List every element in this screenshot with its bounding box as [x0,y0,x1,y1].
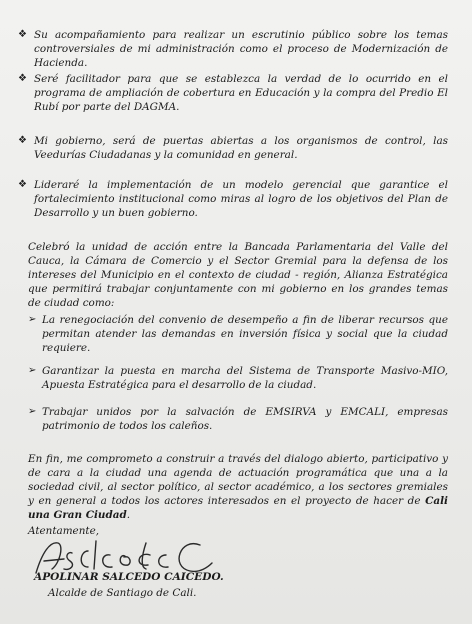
closing-salutation: Atentamente, [28,525,100,537]
signer-role: Alcalde de Santiago de Cali. [48,587,197,599]
signer-name: APOLINAR SALCEDO CAICEDO. [34,571,224,583]
arrow-item-1 [28,313,448,355]
arrow-item-text: La renegociación del convenio de desempeño a fin de liberar recursos que permitan atender las demandas en inversión física y social que la ciudad requiere. [42,314,448,354]
diamond-bullet-icon: ❖ [18,73,27,84]
diamond-bullet-icon: ❖ [18,29,27,40]
arrow-item-3 [28,405,448,433]
bullet-text: Mi gobierno, será de puertas abiertas a los organismos de control, las Veedurías Ciudadanas y la comunidad en general. [34,135,448,161]
arrow-bullet-icon: ➢ [28,314,37,325]
arrow-item-text: Trabajar unidos por la salvación de EMSIRVA y EMCALI, empresas patrimonio de todos los caleños. [42,406,448,432]
commitment-text: En fin, me comprometo a construir a través del dialogo abierto, participativo y de cara a la ciudad una agenda de actuación programática que una a la sociedad civil, al sector político, al sector académico, a los sectores gremiales y en general a todos los actores interesados en el proyecto de hacer de [28,453,448,507]
bullet-item-3 [18,134,448,162]
bullet-text: Seré facilitador para que se establezca la verdad de lo ocurrido en el programa de ampliación de cobertura en Educación y la compra del Predio El Rubí por parte del DAGMA. [34,73,448,113]
diamond-bullet-icon: ❖ [18,179,27,190]
bullet-text: Su acompañamiento para realizar un escrutinio público sobre los temas controversiales de mi administración como el proceso de Modernización de Hacienda. [34,29,448,69]
bullet-text: Lideraré la implementación de un modelo gerencial que garantice el fortalecimiento institucional como miras al logro de los objetivos del Plan de Desarrollo y un buen gobierno. [34,179,448,219]
bullet-item-4 [18,178,448,220]
alliance-paragraph: Celebró la unidad de acción entre la Bancada Parlamentaria del Valle del Cauca, la Cámara de Comercio y el Sector Gremial para la defensa de los intereses del Municipio en el contexto de ciudad - región, Alianza Estratégica que permitirá trabajar conjuntamente con mi gobierno en los grandes temas de ciudad como: [28,241,448,309]
bullet-item-2 [18,72,448,114]
arrow-item-2 [28,364,448,392]
arrow-item-text: Garantizar la puesta en marcha del Sistema de Transporte Masivo-MIO, Apuesta Estratégica para el desarrollo de la ciudad. [42,365,448,391]
bullet-item-1 [18,28,448,70]
commitment-end: . [126,509,131,521]
diamond-bullet-icon: ❖ [18,135,27,146]
arrow-bullet-icon: ➢ [28,365,37,376]
commitment-paragraph [28,452,448,522]
commitment-highlight: Cali una Gran Ciudad [28,495,448,521]
arrow-bullet-icon: ➢ [28,406,37,417]
